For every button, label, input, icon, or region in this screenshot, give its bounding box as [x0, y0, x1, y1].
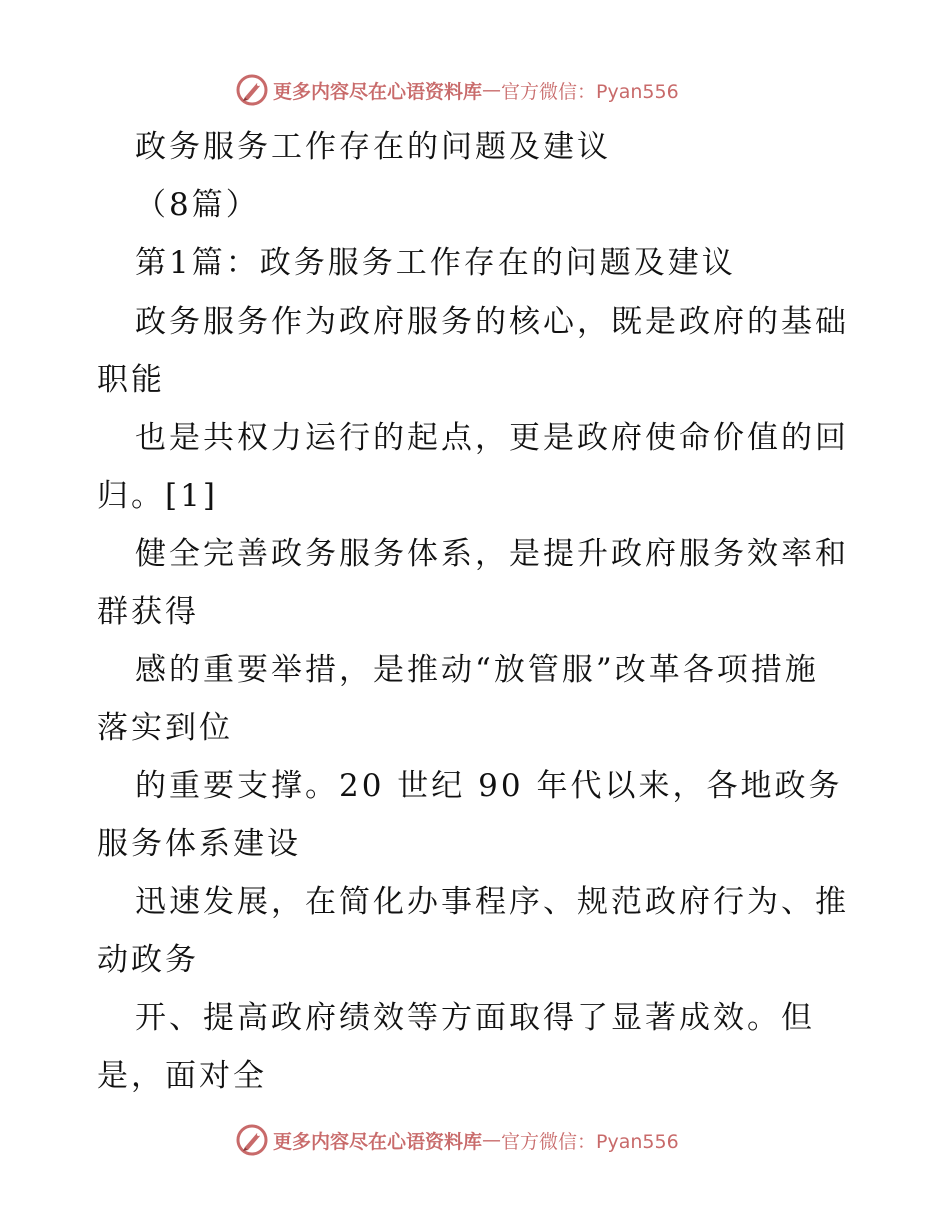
document-subtitle: （8篇） — [135, 187, 260, 223]
paragraph-line: 动政务 — [97, 942, 199, 978]
paragraph-line: 职能 — [97, 362, 165, 398]
paragraph-line: 群获得 — [97, 594, 199, 630]
paragraph-line: 开、提高政府绩效等方面取得了显著成效。但 — [135, 1000, 815, 1036]
watermark-right-text: 官方微信：Pyan556 — [501, 1130, 679, 1153]
paragraph-line: 也是共权力运行的起点，更是政府使命价值的回 — [135, 420, 849, 456]
watermark-left-text: 更多内容尽在心语资料库 — [273, 1130, 483, 1153]
watermark-left-text: 更多内容尽在心语资料库 — [273, 80, 483, 103]
pen-nib-circle-icon — [235, 73, 269, 107]
paragraph-line: 感的重要举措，是推动“放管服”改革各项措施 — [135, 652, 819, 688]
section-heading: 第1篇：政务服务工作存在的问题及建议 — [135, 245, 736, 281]
paragraph-line: 服务体系建设 — [97, 826, 301, 862]
watermark-dash: — — [482, 79, 502, 101]
paragraph-line: 落实到位 — [97, 710, 233, 746]
paragraph-line: 的重要支撑。20 世纪 90 年代以来，各地政务 — [135, 768, 843, 804]
header-watermark — [235, 70, 755, 110]
watermark-right-text: 官方微信：Pyan556 — [501, 80, 679, 103]
paragraph-line: 健全完善政务服务体系，是提升政府服务效率和 — [135, 536, 849, 572]
paragraph-line: 政务服务作为政府服务的核心，既是政府的基础 — [135, 304, 849, 340]
paragraph-line: 是，面对全 — [97, 1058, 267, 1094]
paragraph-line: 迅速发展，在简化办事程序、规范政府行为、推 — [135, 884, 849, 920]
document-title: 政务服务工作存在的问题及建议 — [135, 129, 611, 165]
pen-nib-circle-icon — [235, 1123, 269, 1157]
paragraph-line: 归。[1] — [97, 478, 218, 514]
footer-watermark — [235, 1120, 755, 1160]
watermark-dash: — — [482, 1129, 502, 1151]
